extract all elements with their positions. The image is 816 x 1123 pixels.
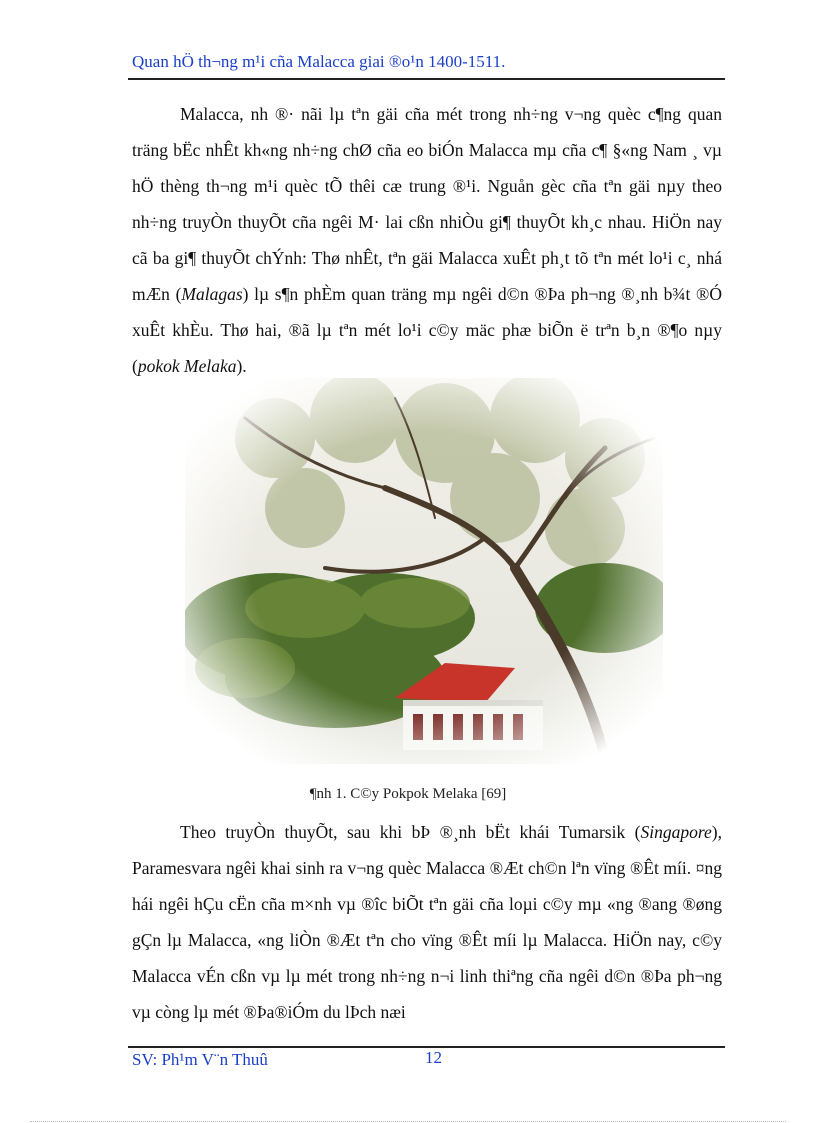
paragraph-1-text-a: Malacca, nh ®· nãi lµ tªn gäi cña mét trong nh÷ng v¬ng quèc c¶ng quan träng bËc nhÊt kh«ng nh÷ng chØ cña eo biÓn Malacca mµ cña c¶ §«ng Nam ¸ vµ hÖ thèng th¬ng m¹i quèc tÕ thêi cæ trung ®¹i. Nguån gèc cña tªn gäi nµy theo nh÷ng truyÒn thuyÕt cña ngêi M· lai cßn nhiÒu gi¶ thuyÕt kh¸c nhau. HiÖn nay cã ba gi¶ thuyÕt chÝnh: Thø nhÊt, tªn gäi Malacca xuÊt ph¸t tõ tªn mét lo¹i c¸ nhá mÆn ( (132, 104, 722, 304)
tree-photo-image (185, 378, 663, 764)
paragraph-1-italic-malagas: Malagas (181, 284, 243, 304)
paragraph-2-italic-singapore: Singapore (640, 822, 712, 842)
paragraph-2-text-a: Theo truyÒn thuyÕt, sau khi bÞ ®¸nh bËt khái Tumarsik ( (180, 822, 641, 842)
figure-caption: ¶nh 1. C©y Pokpok Melaka [69] (309, 786, 507, 802)
paragraph-1-text-c: ). (236, 356, 247, 376)
page-edge-dotted-line (30, 1121, 786, 1122)
header-rule (128, 78, 725, 80)
running-header: Quan hÖ th¬ng m¹i cña Malacca giai ®o¹n 1400-1511. (132, 52, 506, 71)
paragraph-1 (132, 96, 722, 384)
paragraph-1-italic-pokok: pokok Melaka (137, 356, 237, 376)
paragraph-2-text-b: ), Paramesvara ngêi khai sinh ra v¬ng quèc Malacca ®Æt ch©n lªn vïng ®Êt míi. ¤ng hái ngêi hÇu cËn cña m×nh vµ ®îc biÕt tªn gäi cña loµi c©y mµ «ng ®ang ®øng gÇn lµ Malacca, «ng liÒn ®Æt tªn cho vïng ®Êt míi lµ Malacca. HiÖn nay, c©y Malacca vÉn cßn vµ lµ mét trong nh÷ng n¬i linh thiªng cña ngêi d©n ®Þa ph¬ng vµ còng lµ mét ®Þa®iÓm du lÞch næi (132, 822, 722, 1022)
paragraph-1-text-b: ) lµ s¶n phÈm quan träng mµ ngêi d©n ®Þa ph¬ng ®¸nh b¾t ®Ó xuÊt khÈu. Thø hai, ®ã lµ tªn mét lo¹i c©y mäc phæ biÕn ë trªn b¸n ®¶o nµy ( (132, 284, 722, 376)
page-number: 12 (425, 1048, 442, 1067)
paragraph-2 (132, 814, 722, 1030)
footer-author: SV: Ph¹m V¨n Thuû (132, 1050, 268, 1069)
